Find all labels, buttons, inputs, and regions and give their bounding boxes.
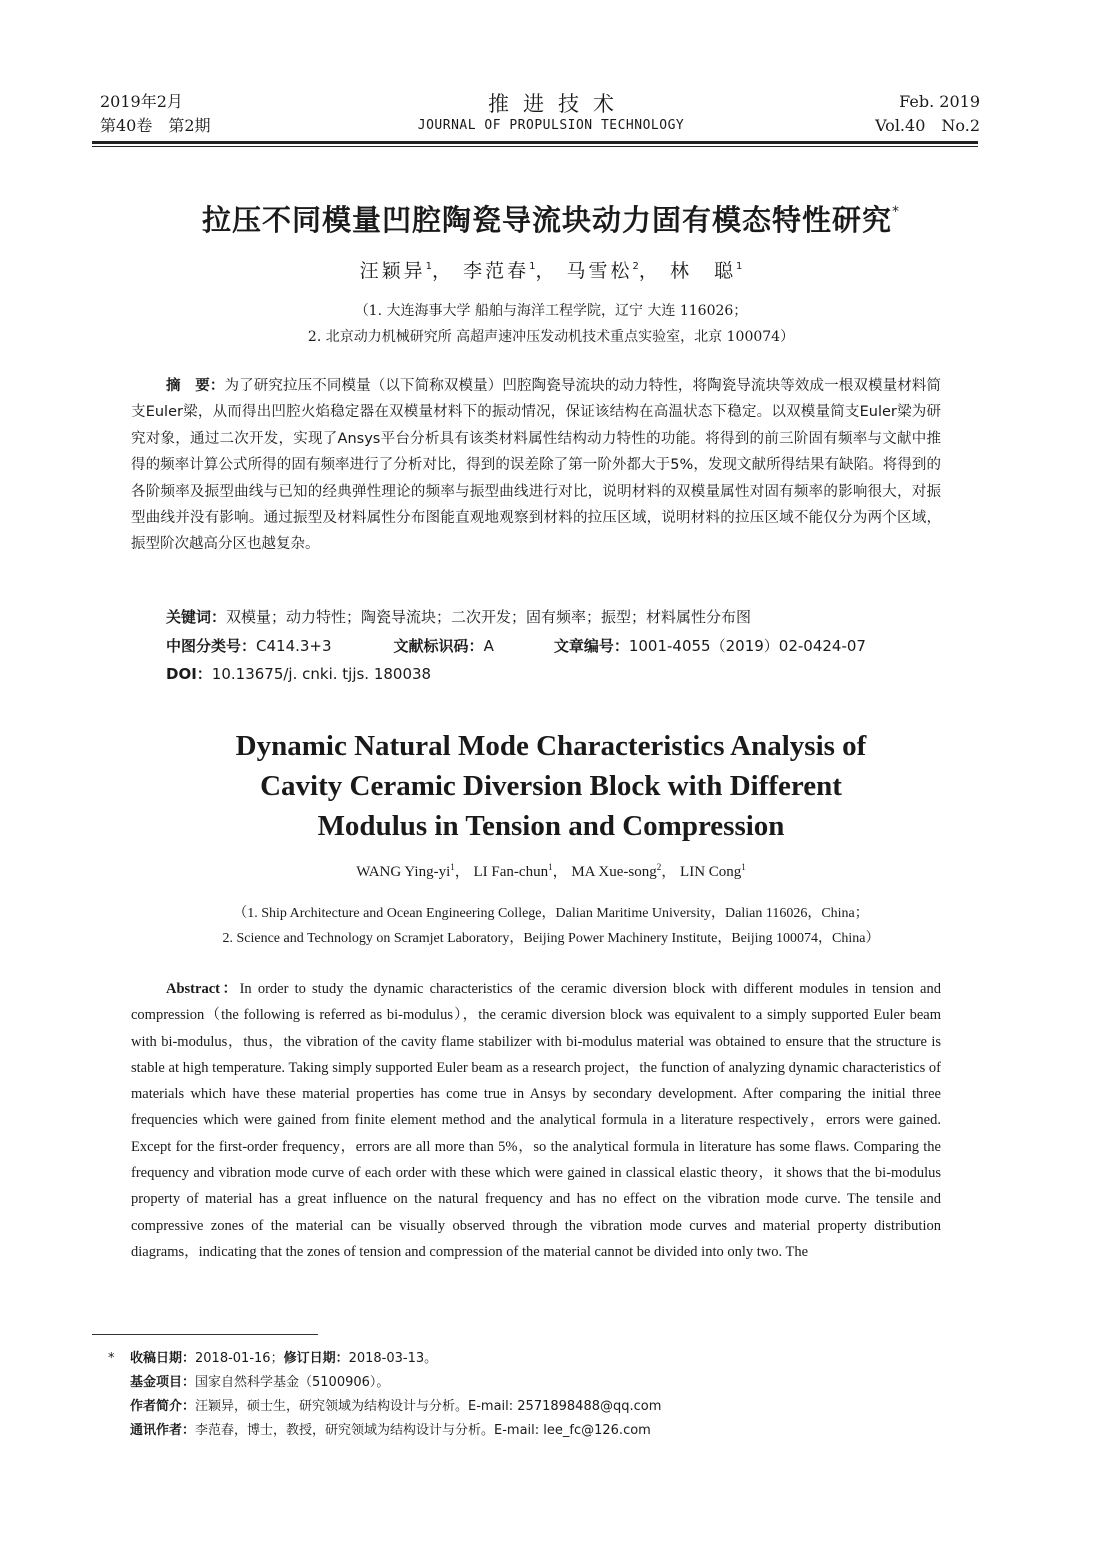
header-date-en: Feb. 2019 (899, 92, 980, 111)
received-label: 收稿日期： (130, 1351, 196, 1366)
author-zh-sup: 1 (735, 261, 743, 272)
keywords-text: 双模量；动力特性；陶瓷导流块；二次开发；固有频率；振型；材料属性分布图 (226, 608, 752, 626)
abstract-en (131, 976, 941, 1265)
abstract-zh-label: 摘 要： (166, 378, 225, 394)
abstract-en-text: In order to study the dynamic characteristics of the ceramic diversion block with different modules in tension and compression（the following is referred as bi-modulus），the ceramic diversion block was equivalent to a simply supported Euler beam with bi-modulus，thus，the vibration of the cavity flame stabilizer with bi-modulus material was obtained to ensure that the structure is stable at high temperature. Taking simply supported Euler beam as a research project，the function of analyzing dynamic characteristics of materials which have these material properties has come true in Ansys by secondary development. After comparing the initial three frequencies which were gained from finite element method and the analytical formula in a literature respectively，errors were gained. Except for the first-order frequency，errors are all more than 5%，so the analytical formula in literature has some flaws. Comparing the frequency and vibration mode curve of each order with these which were gained in classical elastic theory，it shows that the bi-modulus property of material has a great influence on the natural frequency and has no effect on the vibration mode curve. The tensile and compressive zones of the material can be visually observed through the vibration mode curves and material property distribution diagrams，indicating that the zones of tension and compression of the material cannot be divided into only two. The (131, 981, 941, 1260)
affiliation-en-2: 2. Science and Technology on Scramjet Laboratory，Beijing Power Machinery Institute，Beijing 100074，China） (222, 931, 880, 946)
doi-value: 10.13675/j. cnki. tjjs. 180038 (211, 665, 432, 683)
footnote-received (108, 1347, 661, 1371)
authors-zh: 汪颖异$^1$， 李范春$^1$， 马雪松$^2$， 林 聪$^1$ (359, 260, 743, 282)
title-en-line: Modulus in Tension and Compression (317, 810, 785, 842)
author-en: LI Fan-chun (473, 864, 549, 880)
author-en-sup: 1 (741, 862, 746, 872)
abstract-zh-text: 为了研究拉压不同模量（以下简称双模量）凹腔陶瓷导流块的动力特性，将陶瓷导流块等效成一根双模量材料简支Euler梁，从而得出凹腔火焰稳定器在双模量材料下的振动情况，保证该结构在高温状态下稳定。以双模量简支Euler梁为研究对象，通过二次开发，实现了Ansys平台分析具有该类材料属性结构动力特性的功能。将得到的前三阶固有频率与文献中推得的频率计算公式所得的固有频率进行了分析对比，得到的误差除了第一阶外都大于5%，发现文献所得结果有缺陷。将得到的各阶频率及振型曲线与已知的经典弹性理论的频率与振型曲线进行对比，说明材料的双模量属性对固有频率的影响很大，对振型曲线并没有影响。通过振型及材料属性分布图能直观地观察到材料的拉压区域，说明材料的拉压区域不能仅分为两个区域，振型阶次越高分区也越复杂。 (131, 378, 941, 553)
author-bio-label: 作者简介： (130, 1399, 196, 1414)
journal-title: 推进技术 (488, 92, 628, 116)
title-zh-footnote-mark: * (892, 204, 900, 220)
author-zh-sup: 2 (632, 261, 639, 272)
fund-value: 国家自然科学基金（5100906）。 (195, 1375, 390, 1390)
footnotes (108, 1347, 661, 1443)
header-rule-thin (92, 146, 978, 147)
doi-row (166, 660, 431, 688)
keywords (166, 603, 751, 631)
affiliation-en-1: （1. Ship Architecture and Ocean Engineering College，Dalian Maritime University，Dalian 116026，China； (233, 906, 869, 921)
author-zh: 李范春 (463, 260, 530, 282)
corresponding-value: 李范春，博士，教授，研究领域为结构设计与分析。E-mail: lee_fc@126.com (195, 1423, 651, 1438)
footnote-corresponding (108, 1419, 661, 1443)
title-en-line: Dynamic Natural Mode Characteristics Analysis of (235, 730, 867, 762)
author-zh-sup: 1 (529, 261, 536, 272)
header-date: 2019年2月 (100, 92, 183, 111)
revised-value: 2018-03-13。 (348, 1351, 438, 1366)
author-zh: 汪颖异 (359, 260, 426, 282)
articleno-value: 1001-4055（2019）02-0424-07 (628, 637, 866, 655)
author-en-sup: 1 (450, 862, 455, 872)
revised-label: 修订日期： (283, 1351, 349, 1366)
author-en: MA Xue-song (571, 864, 657, 880)
affiliation-zh-1: （1. 大连海事大学 船舶与海洋工程学院，辽宁 大连 116026； (354, 303, 748, 319)
title-zh (0, 198, 1102, 239)
authors-en: WANG Ying-$yi^1$， LI Fan-chun$^1$， MA Xue-song$^2$， LIN Cong$^1$ (356, 862, 746, 880)
author-zh: 林 聪 (669, 260, 736, 282)
author-en-sup: 1 (548, 862, 553, 872)
author-zh-sup: 1 (425, 261, 433, 272)
articleno-label: 文章编号： (553, 637, 629, 655)
abstract-en-label: Abstract： (166, 981, 240, 997)
footnote-fund (108, 1371, 661, 1395)
doccode-value: A (483, 637, 494, 655)
author-bio-value: 汪颖异，硕士生，研究领域为结构设计与分析。E-mail: 2571898488@qq.com (195, 1399, 662, 1414)
abstract-zh (131, 373, 941, 558)
header-volume-en: Vol.40 No.2 (875, 116, 980, 135)
corresponding-label: 通讯作者： (130, 1423, 196, 1438)
title-en (0, 726, 1102, 846)
received-value: 2018-01-16； (195, 1351, 284, 1366)
classification-row (166, 632, 866, 660)
footnote-mark: * (108, 1351, 115, 1366)
header-rule-thick (92, 141, 978, 144)
footnote-rule (92, 1334, 318, 1335)
title-zh-text: 拉压不同模量凹腔陶瓷导流块动力固有模态特性研究 (201, 203, 892, 237)
fund-label: 基金项目： (130, 1375, 196, 1390)
clc-value: C414.3+3 (256, 637, 332, 655)
header-right (875, 90, 980, 138)
clc-label: 中图分类号： (166, 637, 257, 655)
author-zh: 马雪松 (566, 260, 633, 282)
keywords-label: 关键词： (166, 608, 227, 626)
header-volume: 第40卷 第2期 (100, 116, 211, 135)
affiliation-zh-2: 2. 北京动力机械研究所 高超声速冲压发动机技术重点实验室，北京 100074） (307, 329, 795, 345)
author-en: LIN Cong (680, 864, 742, 880)
title-en-line: Cavity Ceramic Diversion Block with Different (260, 770, 842, 802)
journal-subtitle: JOURNAL OF PROPULSION TECHNOLOGY (417, 118, 685, 133)
doi-label: DOI： (166, 665, 212, 683)
footnote-author (108, 1395, 661, 1419)
author-en-sup: 2 (656, 862, 662, 872)
author-en: WANG Ying-yi (356, 864, 451, 880)
doccode-label: 文献标识码： (393, 637, 484, 655)
